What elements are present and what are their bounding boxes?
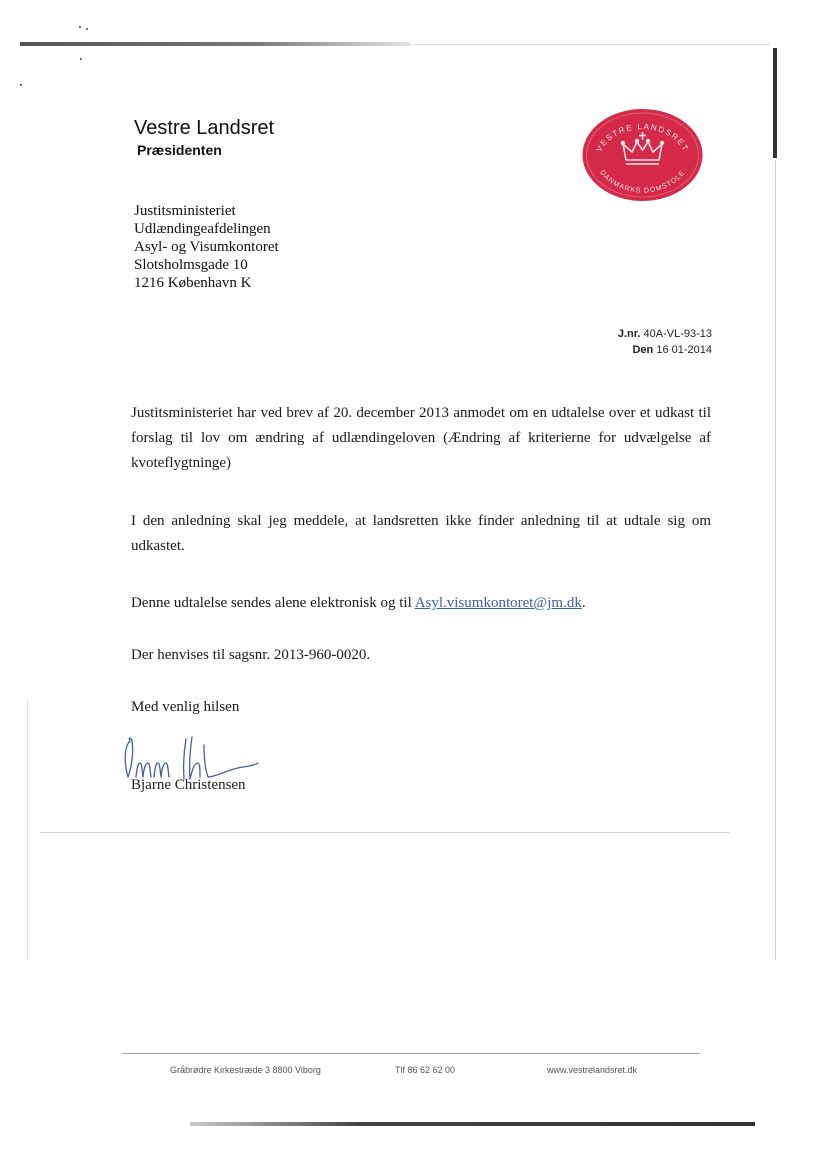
scan-border-top-faint <box>410 44 770 45</box>
scan-border-right <box>773 48 777 158</box>
closing-salutation: Med venlig hilsen <box>131 699 240 715</box>
court-name: Vestre Landsret <box>134 117 275 139</box>
body-paragraph-2: I den anledning skal jeg meddele, at landsretten ikke finder anledning til at udtale sig om udkastet. <box>131 513 711 554</box>
handwritten-signature <box>118 733 263 781</box>
paragraph-3-text: Denne udtalelse sendes alene elektronisk og til <box>131 595 412 611</box>
email-link[interactable]: Asyl.visumkontoret@jm.dk <box>414 595 582 611</box>
footer-phone: Tlf 86 62 62 00 <box>395 1065 456 1075</box>
address-line: Slotsholmsgade 10 <box>134 257 248 273</box>
scan-border-bottom <box>190 1122 755 1126</box>
scan-speck <box>20 84 22 86</box>
address-line: Justitsministeriet <box>134 203 236 219</box>
case-number-value: 40A-VL-93-13 <box>643 328 712 340</box>
address-line: Asyl- og Visumkontoret <box>134 239 279 255</box>
letter-date-value: 16 01-2014 <box>656 344 712 356</box>
scan-border-left-faint <box>27 700 28 960</box>
letter-date-label: Den <box>632 344 654 356</box>
scan-border-top <box>20 42 410 46</box>
seal-top-text: VESTRE LANDSRET <box>594 122 691 154</box>
footer-divider <box>122 1053 700 1054</box>
paragraph-3-end: . <box>581 595 586 611</box>
case-number-label: J.nr. <box>617 328 641 340</box>
footer-website[interactable]: www.vestrelandsret.dk <box>547 1065 638 1075</box>
scan-speck <box>86 28 88 30</box>
court-subtitle: Præsidenten <box>137 142 222 158</box>
scan-border-right-faint <box>775 160 776 960</box>
body-paragraph-1: Justitsministeriet har ved brev af 20. december 2013 anmodet om en udtalelse over et udkast til forslag til lov om ændring af udlændingeloven (Ændring af kriterierne for udvælgelse af kvoteflygtninge) <box>131 405 711 471</box>
court-seal-logo <box>581 108 704 202</box>
seal-bottom-text: DANMARKS DOMSTOLE <box>598 169 687 195</box>
address-line: Udlændingeafdelingen <box>134 221 271 237</box>
scan-speck <box>80 58 82 60</box>
address-line: 1216 København K <box>134 275 252 291</box>
signer-name: Bjarne Christensen <box>131 777 246 793</box>
scan-speck <box>79 26 81 28</box>
footer-address: Gråbrødre Kirkestræde 3 8800 Viborg <box>170 1065 321 1075</box>
letter-date <box>618 342 712 358</box>
reference-block <box>618 326 712 358</box>
case-number <box>618 326 712 342</box>
body-paragraph-3 <box>131 591 711 616</box>
body-paragraph-4: Der henvises til sagsnr. 2013-960-0020. <box>131 647 371 663</box>
scan-fold-line <box>40 832 730 833</box>
recipient-address <box>134 202 279 292</box>
